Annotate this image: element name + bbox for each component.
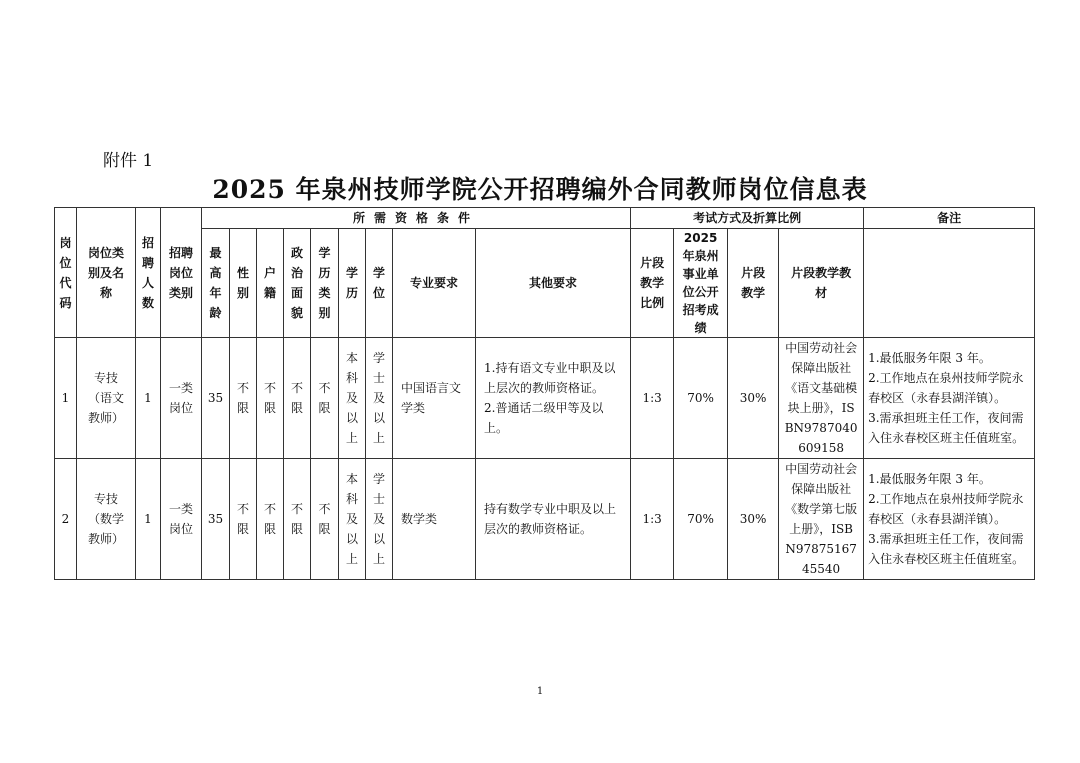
cell-political: 不限: [284, 338, 311, 459]
header-remarks: 备注: [864, 208, 1035, 229]
cell-max-age: 35: [202, 338, 230, 459]
cell-category-name: 专技（语文教师）: [77, 338, 136, 459]
header-count: 招聘人数: [136, 208, 161, 338]
cell-count: 1: [136, 459, 161, 580]
cell-edu-type: 不限: [311, 459, 339, 580]
header-code: 岗位代码: [55, 208, 77, 338]
header-category-name: 岗位类别及名称: [77, 208, 136, 338]
header-exam-group: 考试方式及折算比例: [631, 208, 864, 229]
cell-gender: 不限: [230, 338, 257, 459]
cell-ratio: 1:3: [631, 459, 674, 580]
cell-post-type: 一类岗位: [161, 338, 202, 459]
header-max-age: 最高年龄: [202, 229, 230, 338]
header-requirements-group: 所需资格条件: [202, 208, 631, 229]
cell-count: 1: [136, 338, 161, 459]
cell-material: 中国劳动社会保障出版社《语文基础模块上册》，ISBN9787040609158: [779, 338, 864, 459]
cell-household: 不限: [257, 459, 284, 580]
header-material: 片段教学教材: [779, 229, 864, 338]
cell-degree: 学士及以上: [366, 459, 393, 580]
page-number: 1: [536, 686, 544, 697]
cell-code: 1: [55, 338, 77, 459]
cell-material: 中国劳动社会保障出版社《数学第七版上册》，ISBN9787516745540: [779, 459, 864, 580]
position-table: [54, 207, 1035, 580]
cell-post-type: 一类岗位: [161, 459, 202, 580]
cell-written-score: 70%: [674, 459, 728, 580]
header-written-score: 2025 年泉州事业单位公开招考成绩: [674, 229, 728, 338]
attachment-label: 附件 1: [103, 151, 154, 171]
cell-other: 1.持有语文专业中职及以上层次的教师资格证。 2.普通话二级甲等及以上。: [476, 338, 631, 459]
cell-other: 持有数学专业中职及以上层次的教师资格证。: [476, 459, 631, 580]
header-political: 政治面貌: [284, 229, 311, 338]
table-row: [55, 459, 1035, 580]
cell-written-score: 70%: [674, 338, 728, 459]
cell-ratio: 1:3: [631, 338, 674, 459]
cell-remarks: 1.最低服务年限 3 年。 2.工作地点在泉州技师学院永春校区（永春县湖洋镇）。 3.需承担班主任工作，夜间需入住永春校区班主任值班室。: [864, 459, 1035, 580]
header-other: 其他要求: [476, 229, 631, 338]
header-gender: 性别: [230, 229, 257, 338]
cell-category-name: 专技（数学教师）: [77, 459, 136, 580]
cell-max-age: 35: [202, 459, 230, 580]
table-row: [55, 338, 1035, 459]
header-education: 学历: [339, 229, 366, 338]
cell-degree: 学士及以上: [366, 338, 393, 459]
document-title: 2025 年泉州技师学院公开招聘编外合同教师岗位信息表: [212, 175, 868, 204]
cell-major: 数学类: [393, 459, 476, 580]
cell-teaching: 30%: [728, 338, 779, 459]
header-ratio: 片段教学比例: [631, 229, 674, 338]
cell-household: 不限: [257, 338, 284, 459]
cell-education: 本科及以上: [339, 459, 366, 580]
cell-remarks: 1.最低服务年限 3 年。 2.工作地点在泉州技师学院永春校区（永春县湖洋镇）。 3.需承担班主任工作，夜间需入住永春校区班主任值班室。: [864, 338, 1035, 459]
cell-political: 不限: [284, 459, 311, 580]
cell-gender: 不限: [230, 459, 257, 580]
cell-education: 本科及以上: [339, 338, 366, 459]
cell-edu-type: 不限: [311, 338, 339, 459]
header-remarks-blank: [864, 229, 1035, 338]
header-household: 户籍: [257, 229, 284, 338]
header-teaching: 片段教学: [728, 229, 779, 338]
header-post-type: 招聘岗位类别: [161, 208, 202, 338]
cell-major: 中国语言文学类: [393, 338, 476, 459]
header-degree: 学位: [366, 229, 393, 338]
cell-teaching: 30%: [728, 459, 779, 580]
header-major: 专业要求: [393, 229, 476, 338]
cell-code: 2: [55, 459, 77, 580]
header-edu-type: 学历类别: [311, 229, 339, 338]
